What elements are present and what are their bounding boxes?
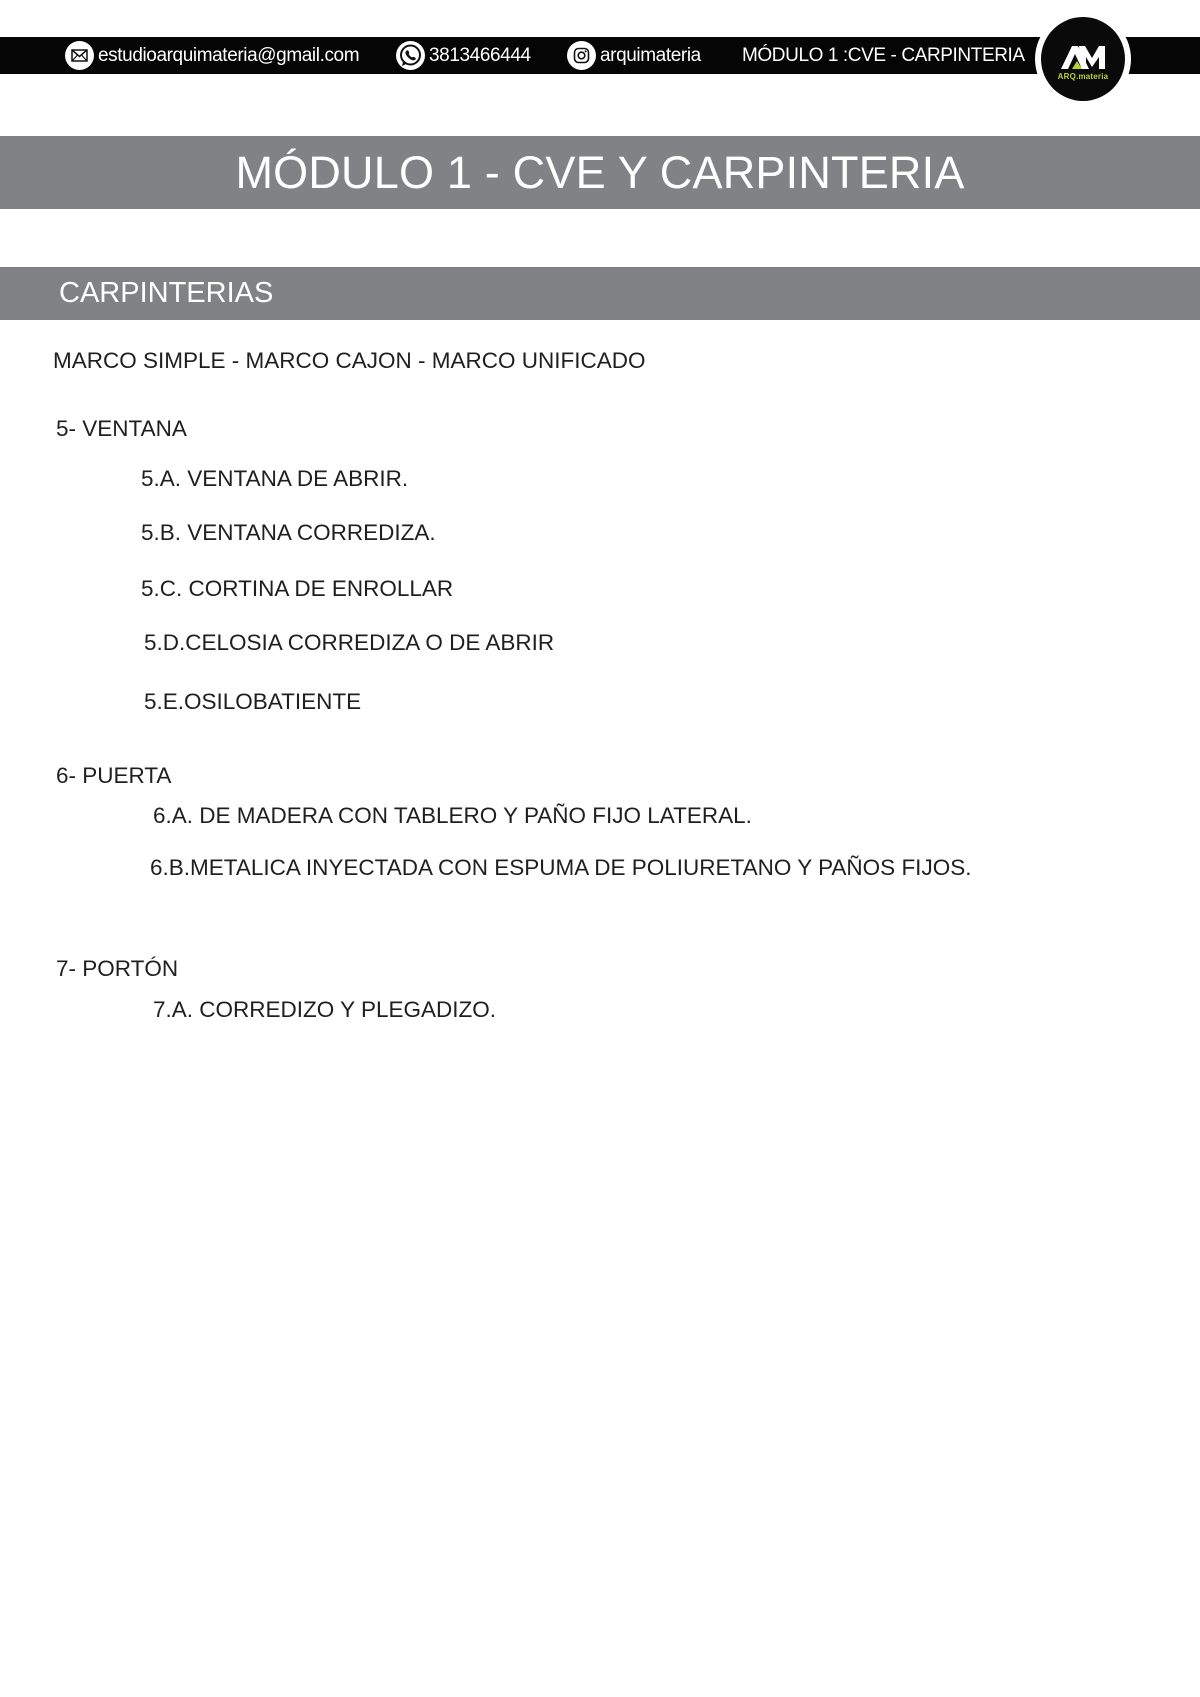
whatsapp-icon — [396, 41, 425, 70]
module-tag-text: MÓDULO 1 :CVE - CARPINTERIA — [742, 44, 1025, 66]
section-heading: CARPINTERIAS — [59, 277, 274, 309]
contact-phone[interactable] — [396, 37, 531, 74]
group-heading-puerta: 6- PUERTA — [56, 763, 172, 788]
frame-types-subtitle: MARCO SIMPLE - MARCO CAJON - MARCO UNIFICADO — [53, 348, 646, 373]
logo-mark — [1041, 17, 1125, 101]
list-item: 7.A. CORREDIZO Y PLEGADIZO. — [153, 997, 497, 1022]
top-contact-bar — [0, 37, 1200, 74]
list-item: 6.A. DE MADERA CON TABLERO Y PAÑO FIJO LATERAL. — [153, 803, 752, 828]
contact-email-text: estudioarquimateria@gmail.com — [98, 44, 360, 66]
list-item: 5.C. CORTINA DE ENROLLAR — [141, 576, 454, 601]
logo-caption: ARQ.materia — [1057, 72, 1109, 81]
section-band — [0, 267, 1200, 320]
contact-email[interactable] — [65, 37, 359, 74]
module-tag — [742, 37, 1025, 74]
contact-instagram[interactable] — [567, 37, 701, 74]
group-heading-porton: 7- PORTÓN — [56, 956, 179, 981]
contact-phone-text: 3813466444 — [429, 44, 531, 66]
list-item: 5.A. VENTANA DE ABRIR. — [141, 466, 409, 491]
instagram-icon — [567, 41, 596, 70]
group-heading-ventana: 5- VENTANA — [56, 416, 187, 441]
envelope-icon — [65, 41, 94, 70]
list-item: 5.D.CELOSIA CORREDIZA O DE ABRIR — [144, 630, 555, 655]
title-band — [0, 136, 1200, 209]
list-item: 6.B.METALICA INYECTADA CON ESPUMA DE POLIURETANO Y PAÑOS FIJOS. — [150, 855, 972, 880]
list-item: 5.E.OSILOBATIENTE — [144, 689, 362, 714]
brand-logo — [1035, 11, 1131, 107]
page-title: MÓDULO 1 - CVE Y CARPINTERIA — [235, 146, 965, 198]
contact-instagram-text: arquimateria — [600, 44, 701, 66]
list-item: 5.B. VENTANA CORREDIZA. — [141, 520, 436, 545]
